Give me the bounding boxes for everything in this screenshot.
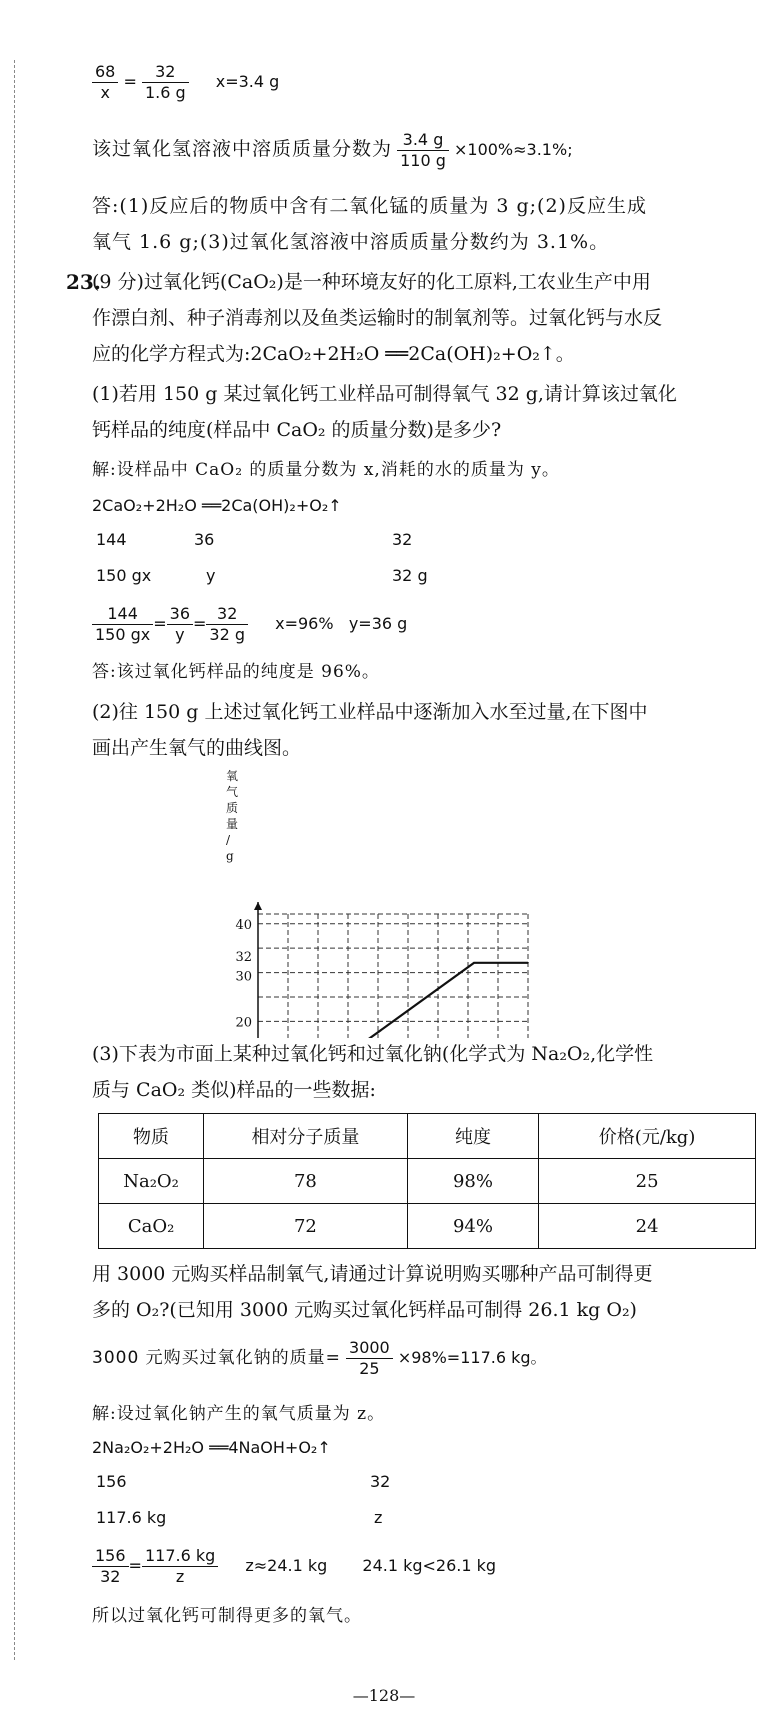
fraction	[92, 604, 153, 645]
fraction	[397, 130, 449, 171]
data-series-line	[258, 963, 528, 1038]
denominator: 1.6 g	[144, 83, 186, 102]
solution-result: x=96% y=36 g	[275, 614, 408, 633]
table-cell: Na₂O₂	[99, 1159, 204, 1204]
data-point	[473, 962, 475, 964]
solution-intro: 解:设样品中 CaO₂ 的质量分数为 x,消耗的水的质量为 y。	[92, 460, 560, 480]
stoich-value: 156	[96, 1472, 127, 1491]
y-axis-arrow	[254, 902, 262, 910]
question-text: 应的化学方程式为:2CaO₂+2H₂O ══2Ca(OH)₂+O₂↑。	[92, 343, 575, 365]
numerator: 68	[92, 62, 118, 83]
sub-question-text: 钙样品的纯度(样品中 CaO₂ 的质量分数)是多少?	[92, 419, 502, 441]
table-header-cell: 相对分子质量	[204, 1114, 408, 1159]
solution-answer: 答:该过氧化钙样品的纯度是 96%。	[92, 662, 380, 682]
table-header-cell: 价格(元/kg)	[539, 1114, 756, 1159]
fraction	[167, 604, 193, 645]
y-axis-label: 氧气质量/ g	[226, 769, 239, 863]
stoich-value: 32	[370, 1472, 391, 1491]
chemical-equation: 2Na₂O₂+2H₂O ══4NaOH+O₂↑	[92, 1438, 331, 1457]
y-tick-label: 20	[235, 1015, 252, 1031]
chemical-equation: 2CaO₂+2H₂O ══2Ca(OH)₂+O₂↑	[92, 496, 342, 515]
stoich-value: z	[374, 1508, 383, 1527]
table-row	[99, 1159, 756, 1204]
numerator: 117.6 kg	[142, 1546, 218, 1567]
table-cell: CaO₂	[99, 1204, 204, 1249]
fraction	[142, 1546, 218, 1587]
stoich-value: 32 g	[392, 566, 428, 585]
table-cell: 25	[539, 1159, 756, 1204]
equation-ratio-row	[92, 62, 279, 103]
mass-fraction-row	[92, 130, 573, 171]
table-header-cell: 纯度	[407, 1114, 538, 1159]
mass-fraction-tail: ×100%≈3.1%;	[453, 140, 573, 159]
sub-question-text: 用 3000 元购买样品制氧气,请通过计算说明购买哪种产品可制得更	[92, 1263, 653, 1285]
y-tick-label: 30	[235, 969, 252, 985]
y-tick-label: 40	[235, 917, 252, 933]
x-result: x=3.4 g	[215, 72, 280, 91]
answer-line: 氧气 1.6 g;(3)过氧化氢溶液中溶质质量分数约为 3.1%。	[92, 231, 610, 253]
product-data-table	[98, 1113, 756, 1249]
sub-question-text: (3)下表为市面上某种过氧化钙和过氧化钠(化学式为 Na₂O₂,化学性	[92, 1043, 654, 1065]
data-point	[527, 962, 529, 964]
solution-intro: 解:设过氧化钠产生的氧气质量为 z。	[92, 1404, 386, 1424]
equals-sign: =	[193, 614, 207, 633]
sub-question-text: 画出产生氧气的曲线图。	[92, 737, 302, 759]
binding-line	[14, 60, 15, 1660]
equals-sign: =	[123, 72, 137, 91]
table-cell: 72	[204, 1204, 408, 1249]
numerator: 3.4 g	[397, 130, 449, 151]
stoich-value: 150 gx	[96, 566, 152, 585]
stoich-value: y	[206, 566, 216, 585]
purchase-mass-label: 3000 元购买过氧化钠的质量=	[92, 1348, 341, 1368]
question-text: (9 分)过氧化钙(CaO₂)是一种环境友好的化工原料,工农业生产中用	[92, 271, 651, 293]
denominator: y	[175, 625, 185, 644]
purchase-mass-row	[92, 1338, 547, 1379]
table-cell: 78	[204, 1159, 408, 1204]
numerator: 3000	[346, 1338, 393, 1359]
equals-sign: =	[153, 614, 167, 633]
stoich-value: 117.6 kg	[96, 1508, 167, 1527]
denominator: 150 gx	[95, 625, 151, 644]
fraction	[346, 1338, 393, 1379]
stoich-value: 36	[194, 530, 215, 549]
solution-result: z≈24.1 kg	[245, 1556, 328, 1575]
table-cell: 94%	[407, 1204, 538, 1249]
page-number: —128—	[352, 1686, 416, 1705]
table-cell: 24	[539, 1204, 756, 1249]
fraction	[92, 62, 118, 103]
numerator: 156	[92, 1546, 129, 1567]
y-tick-label: 32	[235, 949, 252, 965]
table-cell: 98%	[407, 1159, 538, 1204]
table-header-cell: 物质	[99, 1114, 204, 1159]
fraction	[142, 62, 189, 103]
sub-question-text: 多的 O₂?(已知用 3000 元购买过氧化钙样品可制得 26.1 kg O₂)	[92, 1299, 637, 1321]
conclusion: 所以过氧化钙可制得更多的氧气。	[92, 1606, 362, 1626]
fraction	[92, 1546, 129, 1587]
sub-question-text: (2)往 150 g 上述过氧化钙工业样品中逐渐加入水至过量,在下图中	[92, 701, 648, 723]
denominator: 110 g	[400, 151, 446, 170]
oxygen-mass-chart	[220, 768, 640, 1038]
table-header-row	[99, 1114, 756, 1159]
denominator: z	[175, 1567, 185, 1586]
sub-question-text: 质与 CaO₂ 类似)样品的一些数据:	[92, 1079, 376, 1101]
question-number: 23.	[66, 270, 101, 294]
equals-sign: =	[128, 1556, 142, 1575]
numerator: 32	[206, 604, 248, 625]
proportion-row	[92, 1546, 496, 1587]
question-text: 作漂白剂、种子消毒剂以及鱼类运输时的制氧剂等。过氧化钙与水反	[92, 307, 663, 329]
proportion-row	[92, 604, 407, 645]
numerator: 36	[167, 604, 193, 625]
stoich-value: 144	[96, 530, 127, 549]
sub-question-text: (1)若用 150 g 某过氧化钙工业样品可制得氧气 32 g,请计算该过氧化	[92, 383, 677, 405]
table-row	[99, 1204, 756, 1249]
denominator: 32	[100, 1567, 121, 1586]
denominator: 25	[359, 1359, 380, 1378]
fraction	[206, 604, 248, 645]
answer-line: 答:(1)反应后的物质中含有二氧化锰的质量为 3 g;(2)反应生成	[92, 195, 647, 217]
numerator: 32	[142, 62, 189, 83]
denominator: x	[100, 83, 110, 102]
stoich-value: 32	[392, 530, 413, 549]
mass-fraction-label: 该过氧化氢溶液中溶质质量分数为	[92, 138, 393, 160]
numerator: 144	[92, 604, 153, 625]
purchase-mass-tail: ×98%=117.6 kg。	[397, 1348, 547, 1367]
denominator: 32 g	[209, 625, 246, 644]
comparison-result: 24.1 kg<26.1 kg	[362, 1556, 497, 1575]
